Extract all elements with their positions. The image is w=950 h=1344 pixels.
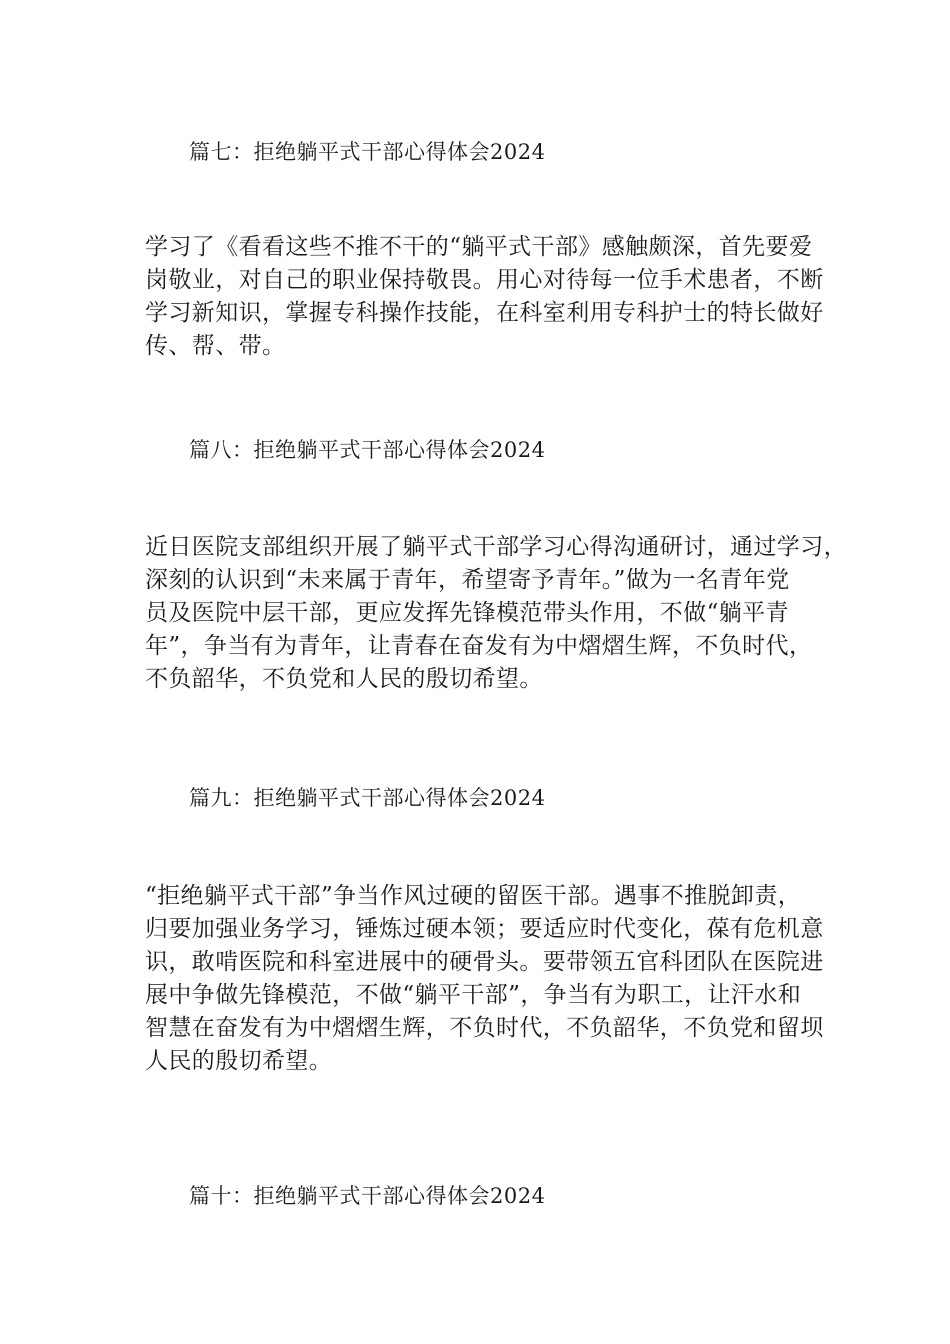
section-body-9 bbox=[145, 880, 845, 1078]
body-line: 归要加强业务学习，锤炼过硬本领；要适应时代变化，葆有危机意 bbox=[145, 916, 824, 942]
body-line: 智慧在奋发有为中熠熠生辉，不负时代，不负韶华，不负党和留坝 bbox=[145, 1015, 824, 1041]
body-line: 员及医院中层干部，更应发挥先锋模范带头作用，不做“躺平青 bbox=[145, 600, 789, 626]
section-heading-8: 篇八：拒绝躺平式干部心得体会2024 bbox=[189, 438, 546, 462]
body-line: 学习新知识，掌握专科操作技能，在科室利用专科护士的特长做好 bbox=[145, 300, 824, 326]
body-line: 深刻的认识到“未来属于青年，希望寄予青年。”做为一名青年党 bbox=[145, 567, 790, 593]
body-line: 学习了《看看这些不推不干的“躺平式干部》感触颇深，首先要爱 bbox=[145, 234, 813, 260]
section-body-8 bbox=[145, 531, 845, 696]
section-body-7 bbox=[145, 231, 845, 363]
body-line: 不负韶华，不负党和人民的殷切希望。 bbox=[145, 666, 543, 692]
body-line: “拒绝躺平式干部”争当作风过硬的留医干部。遇事不推脱卸责， bbox=[145, 883, 802, 909]
body-line: 识，敢啃医院和科室进展中的硬骨头。要带领五官科团队在医院进 bbox=[145, 949, 824, 975]
body-line: 岗敬业，对自己的职业保持敬畏。用心对待每一位手术患者，不断 bbox=[145, 267, 824, 293]
section-heading-7: 篇七：拒绝躺平式干部心得体会2024 bbox=[189, 140, 546, 164]
body-line: 展中争做先锋模范，不做“躺平干部”，争当有为职工，让汗水和 bbox=[145, 982, 802, 1008]
body-line: 近日医院支部组织开展了躺平式干部学习心得沟通研讨，通过学习， bbox=[145, 534, 847, 560]
body-line: 传、帮、带。 bbox=[145, 333, 286, 359]
section-heading-10: 篇十：拒绝躺平式干部心得体会2024 bbox=[189, 1184, 546, 1208]
body-line: 年”，争当有为青年，让青春在奋发有为中熠熠生辉，不负时代， bbox=[145, 633, 813, 659]
body-line: 人民的殷切希望。 bbox=[145, 1048, 333, 1074]
section-heading-9: 篇九：拒绝躺平式干部心得体会2024 bbox=[189, 786, 546, 810]
